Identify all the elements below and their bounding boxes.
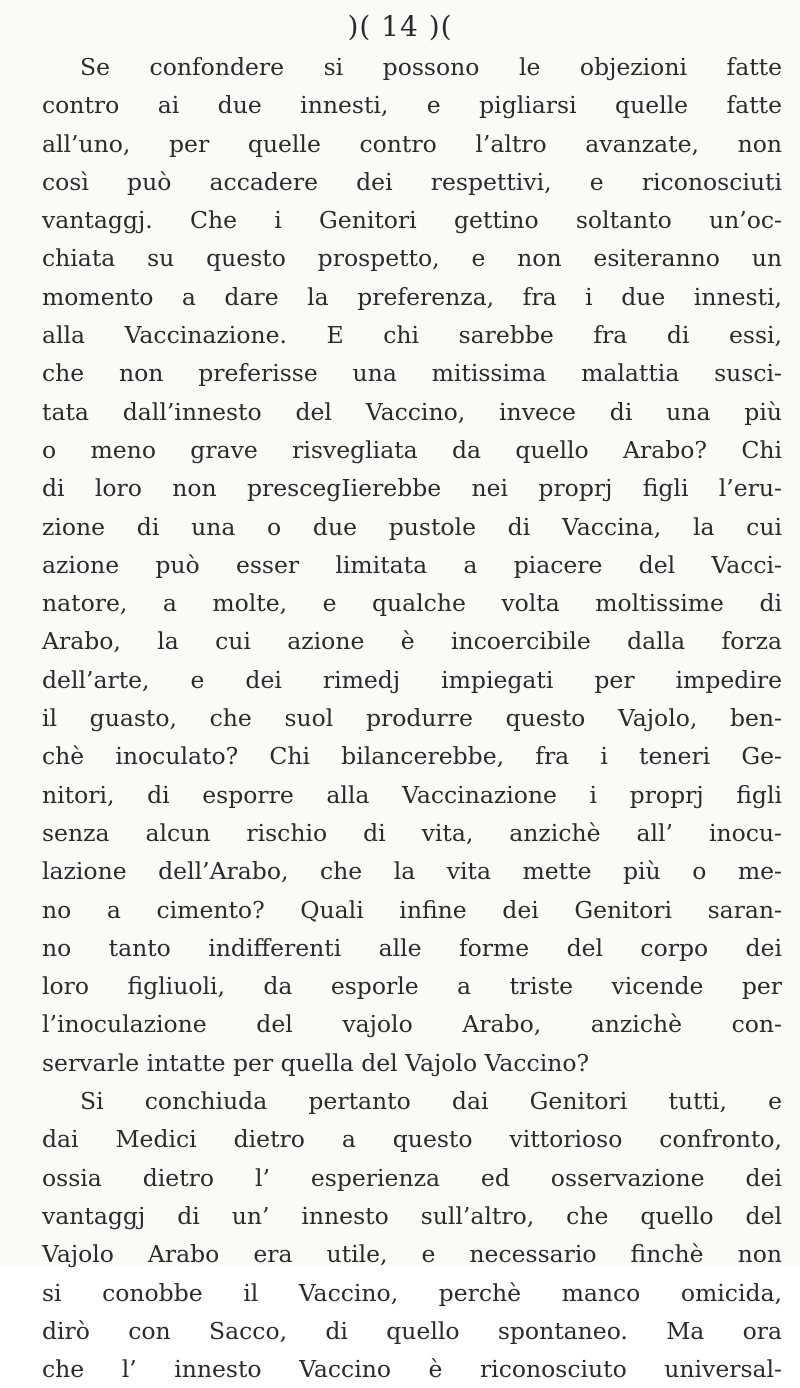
- text-line: senza alcun rischio di vita, anzichè all’ inocu-: [42, 818, 782, 847]
- text-line: no a cimento? Quali infine dei Genitori saran-: [42, 895, 782, 924]
- text-line: zione di una o due pustole di Vaccina, la cui: [42, 512, 782, 541]
- text-line: Arabo, la cui azione è incoercibile dalla forza: [42, 627, 782, 656]
- text-line: dai Medici dietro a questo vittorioso confronto,: [42, 1125, 782, 1154]
- text-line: natore, a molte, e qualche volta moltissime di: [42, 589, 782, 618]
- text-line: Se confondere si possono le objezioni fatte: [80, 53, 782, 81]
- body-text: [42, 48, 782, 1388]
- text-line: dell’arte, e dei rimedj impiegati per impedire: [42, 665, 782, 694]
- text-line: dirò con Sacco, di quello spontaneo. Ma ora: [42, 1316, 782, 1345]
- text-line: alla Vaccinazione. E chi sarebbe fra di essi,: [42, 321, 782, 350]
- text-line: momento a dare la preferenza, fra i due innesti,: [42, 282, 782, 311]
- text-line: l’inoculazione del vajolo Arabo, anzichè con-: [42, 1010, 782, 1039]
- text-line: Vajolo Arabo era utile, e necessario finchè non: [42, 1240, 782, 1269]
- text-line: così può accadere dei respettivi, e riconosciuti: [42, 167, 782, 196]
- text-line: Si conchiuda pertanto dai Genitori tutti, e: [80, 1087, 782, 1116]
- text-line: che l’ innesto Vaccino è riconosciuto universal-: [42, 1355, 782, 1384]
- text-line: ossia dietro l’ esperienza ed osservazione dei: [42, 1163, 782, 1192]
- text-line: tata dall’innesto del Vaccino, invece di una più: [42, 397, 782, 426]
- text-line: chè inoculato? Chi bilancerebbe, fra i teneri Ge-: [42, 742, 782, 771]
- text-line: nitori, di esporre alla Vaccinazione i proprj figli: [42, 780, 782, 809]
- page-number: )( 14 )(: [347, 10, 453, 43]
- text-line: loro figliuoli, da esporle a triste vicende per: [42, 972, 782, 1001]
- text-line: si conobbe il Vaccino, perchè manco omicida,: [42, 1278, 782, 1307]
- text-line: all’uno, per quelle contro l’altro avanzate, non: [42, 129, 782, 158]
- text-line: o meno grave risvegliata da quello Arabo? Chi: [42, 435, 782, 464]
- text-line: vantaggj di un’ innesto sull’altro, che quello del: [42, 1201, 782, 1230]
- text-line: no tanto indifferenti alle forme del corpo dei: [42, 933, 782, 962]
- text-line: il guasto, che suol produrre questo Vajolo, ben-: [42, 704, 782, 733]
- text-line: servarle intatte per quella del Vajolo Vaccino?: [42, 1048, 590, 1077]
- text-line: lazione dell’Arabo, che la vita mette più o me-: [42, 857, 782, 886]
- text-line: che non preferisse una mitissima malattia susci-: [42, 359, 782, 388]
- text-line: contro ai due innesti, e pigliarsi quelle fatte: [42, 91, 782, 120]
- text-line: di loro non prescegIierebbe nei proprj figli l’eru-: [42, 474, 782, 503]
- text-line: vantaggj. Che i Genitori gettino soltanto un’oc-: [42, 206, 782, 235]
- text-line: azione può esser limitata a piacere del Vacci-: [42, 550, 782, 579]
- text-line: chiata su questo prospetto, e non esiteranno un: [42, 244, 782, 273]
